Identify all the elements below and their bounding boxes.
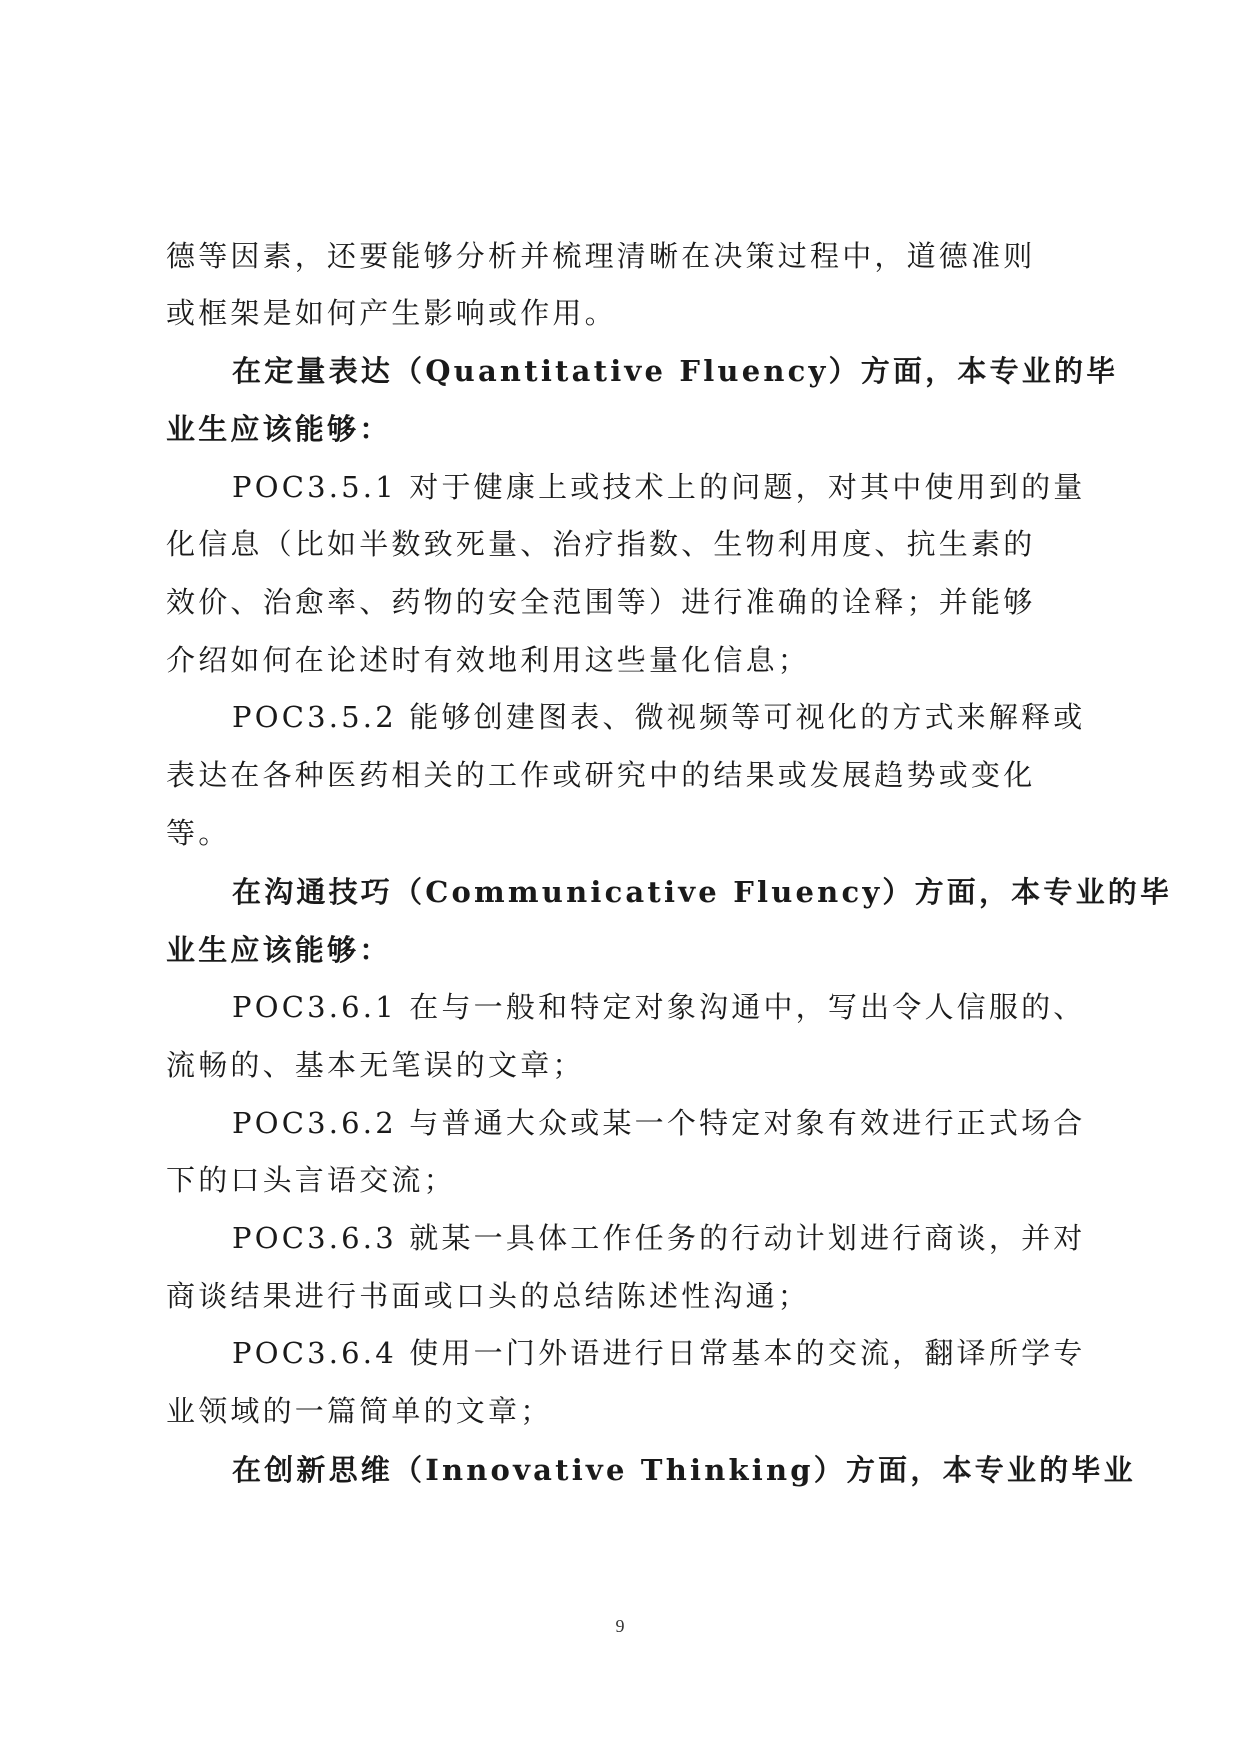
body-text-line: 德等因素，还要能够分析并梳理清晰在决策过程中，道德准则	[166, 239, 1036, 273]
body-text-line: 或框架是如何产生影响或作用。	[166, 296, 617, 330]
section-heading-quantitative: 在定量表达（Quantitative Fluency）方面，本专业的毕	[232, 354, 1119, 388]
body-text-line: 业领域的一篇简单的文章；	[166, 1394, 553, 1428]
body-text-line: 介绍如何在论述时有效地利用这些量化信息；	[166, 643, 811, 677]
poc-item-3-6-2: POC3.6.2 与普通大众或某一个特定对象有效进行正式场合	[232, 1106, 1086, 1140]
page-number: 9	[615, 1616, 625, 1636]
poc-item-3-6-4: POC3.6.4 使用一门外语进行日常基本的交流，翻译所学专	[232, 1336, 1086, 1370]
poc-item-3-6-1: POC3.6.1 在与一般和特定对象沟通中，写出令人信服的、	[232, 990, 1086, 1024]
body-text-line: 下的口头言语交流；	[166, 1163, 456, 1197]
section-heading-communicative: 在沟通技巧（Communicative Fluency）方面，本专业的毕	[232, 875, 1173, 909]
poc-item-3-5-1: POC3.5.1 对于健康上或技术上的问题，对其中使用到的量	[232, 470, 1086, 504]
body-text-line: 表达在各种医药相关的工作或研究中的结果或发展趋势或变化	[166, 758, 1036, 792]
body-text-line: 商谈结果进行书面或口头的总结陈述性沟通；	[166, 1279, 811, 1313]
poc-item-3-5-2: POC3.5.2 能够创建图表、微视频等可视化的方式来解释或	[232, 700, 1086, 734]
body-text-line: 化信息（比如半数致死量、治疗指数、生物利用度、抗生素的	[166, 527, 1036, 561]
body-text-line: 等。	[166, 816, 231, 850]
body-text-line: 流畅的、基本无笔误的文章；	[166, 1048, 585, 1082]
section-heading-continuation: 业生应该能够：	[166, 933, 392, 967]
section-heading-innovative: 在创新思维（Innovative Thinking）方面，本专业的毕业	[232, 1453, 1136, 1487]
poc-item-3-6-3: POC3.6.3 就某一具体工作任务的行动计划进行商谈，并对	[232, 1221, 1086, 1255]
body-text-line: 效价、治愈率、药物的安全范围等）进行准确的诠释；并能够	[166, 585, 1036, 619]
section-heading-continuation: 业生应该能够：	[166, 412, 392, 446]
